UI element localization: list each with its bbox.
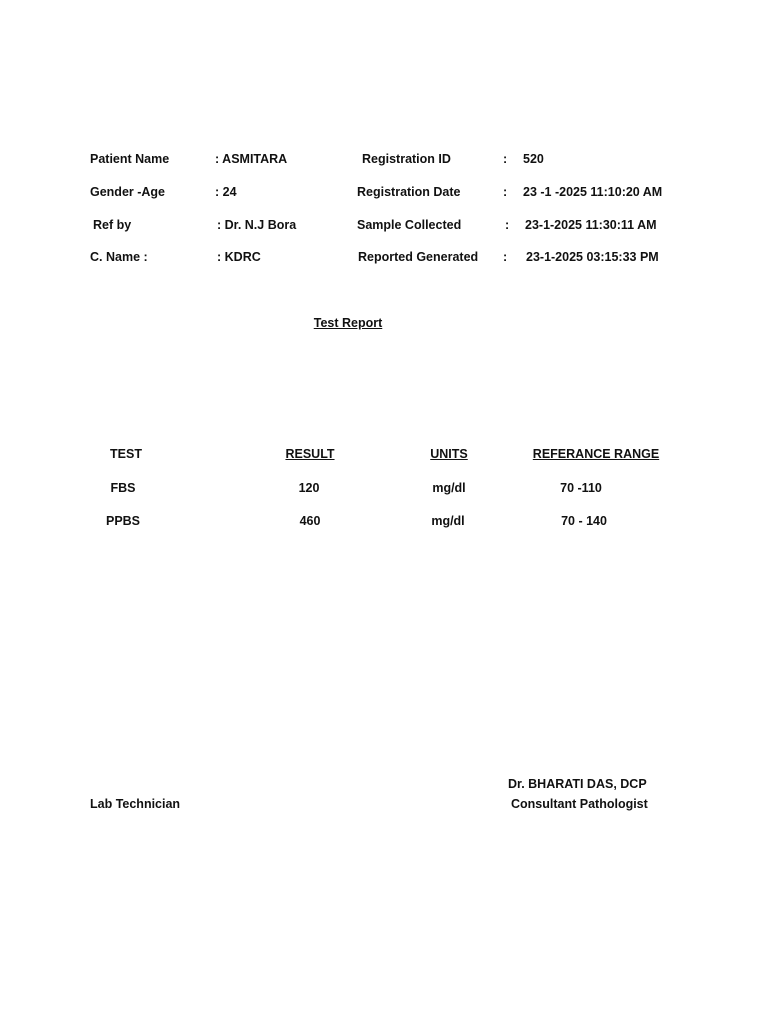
sample-collected-colon: : [505, 218, 510, 232]
report-title: Test Report [313, 316, 383, 330]
row-range: 70 -110 [560, 481, 602, 495]
reported-generated-value: 23-1-2025 03:15:33 PM [526, 250, 659, 264]
registration-date-colon: : [503, 185, 508, 199]
reported-generated-label: Reported Generated [358, 250, 479, 264]
gender-age-value: : 24 [215, 185, 237, 199]
header-units: UNITS [430, 447, 468, 461]
c-name-label: C. Name : [90, 250, 148, 264]
row-result: 460 [299, 514, 321, 528]
registration-date-label: Registration Date [357, 185, 461, 199]
registration-date-value: 23 -1 -2025 11:10:20 AM [523, 185, 663, 199]
registration-id-value: 520 [523, 152, 544, 166]
row-units: mg/dl [432, 481, 466, 495]
ref-by-value: : Dr. N.J Bora [217, 218, 297, 232]
header-reference-range: REFERANCE RANGE [532, 447, 660, 461]
lab-technician-label: Lab Technician [90, 797, 181, 811]
row-result: 120 [298, 481, 320, 495]
sample-collected-value: 23-1-2025 11:30:11 AM [525, 218, 657, 232]
header-test: TEST [110, 447, 142, 461]
row-test: PPBS [105, 514, 141, 528]
registration-id-colon: : [503, 152, 508, 166]
reported-generated-colon: : [503, 250, 508, 264]
registration-id-label: Registration ID [362, 152, 451, 166]
patient-name-label: Patient Name [90, 152, 170, 166]
row-test: FBS [110, 481, 136, 495]
row-range: 70 - 140 [561, 514, 607, 528]
pathologist-name: Dr. BHARATI DAS, DCP [508, 777, 647, 791]
header-result: RESULT [285, 447, 335, 461]
ref-by-label: Ref by [93, 218, 132, 232]
sample-collected-label: Sample Collected [357, 218, 462, 232]
row-units: mg/dl [431, 514, 465, 528]
patient-name-value: : ASMITARA [215, 152, 288, 166]
gender-age-label: Gender -Age [90, 185, 166, 199]
c-name-value: : KDRC [217, 250, 261, 264]
pathologist-title: Consultant Pathologist [511, 797, 648, 811]
